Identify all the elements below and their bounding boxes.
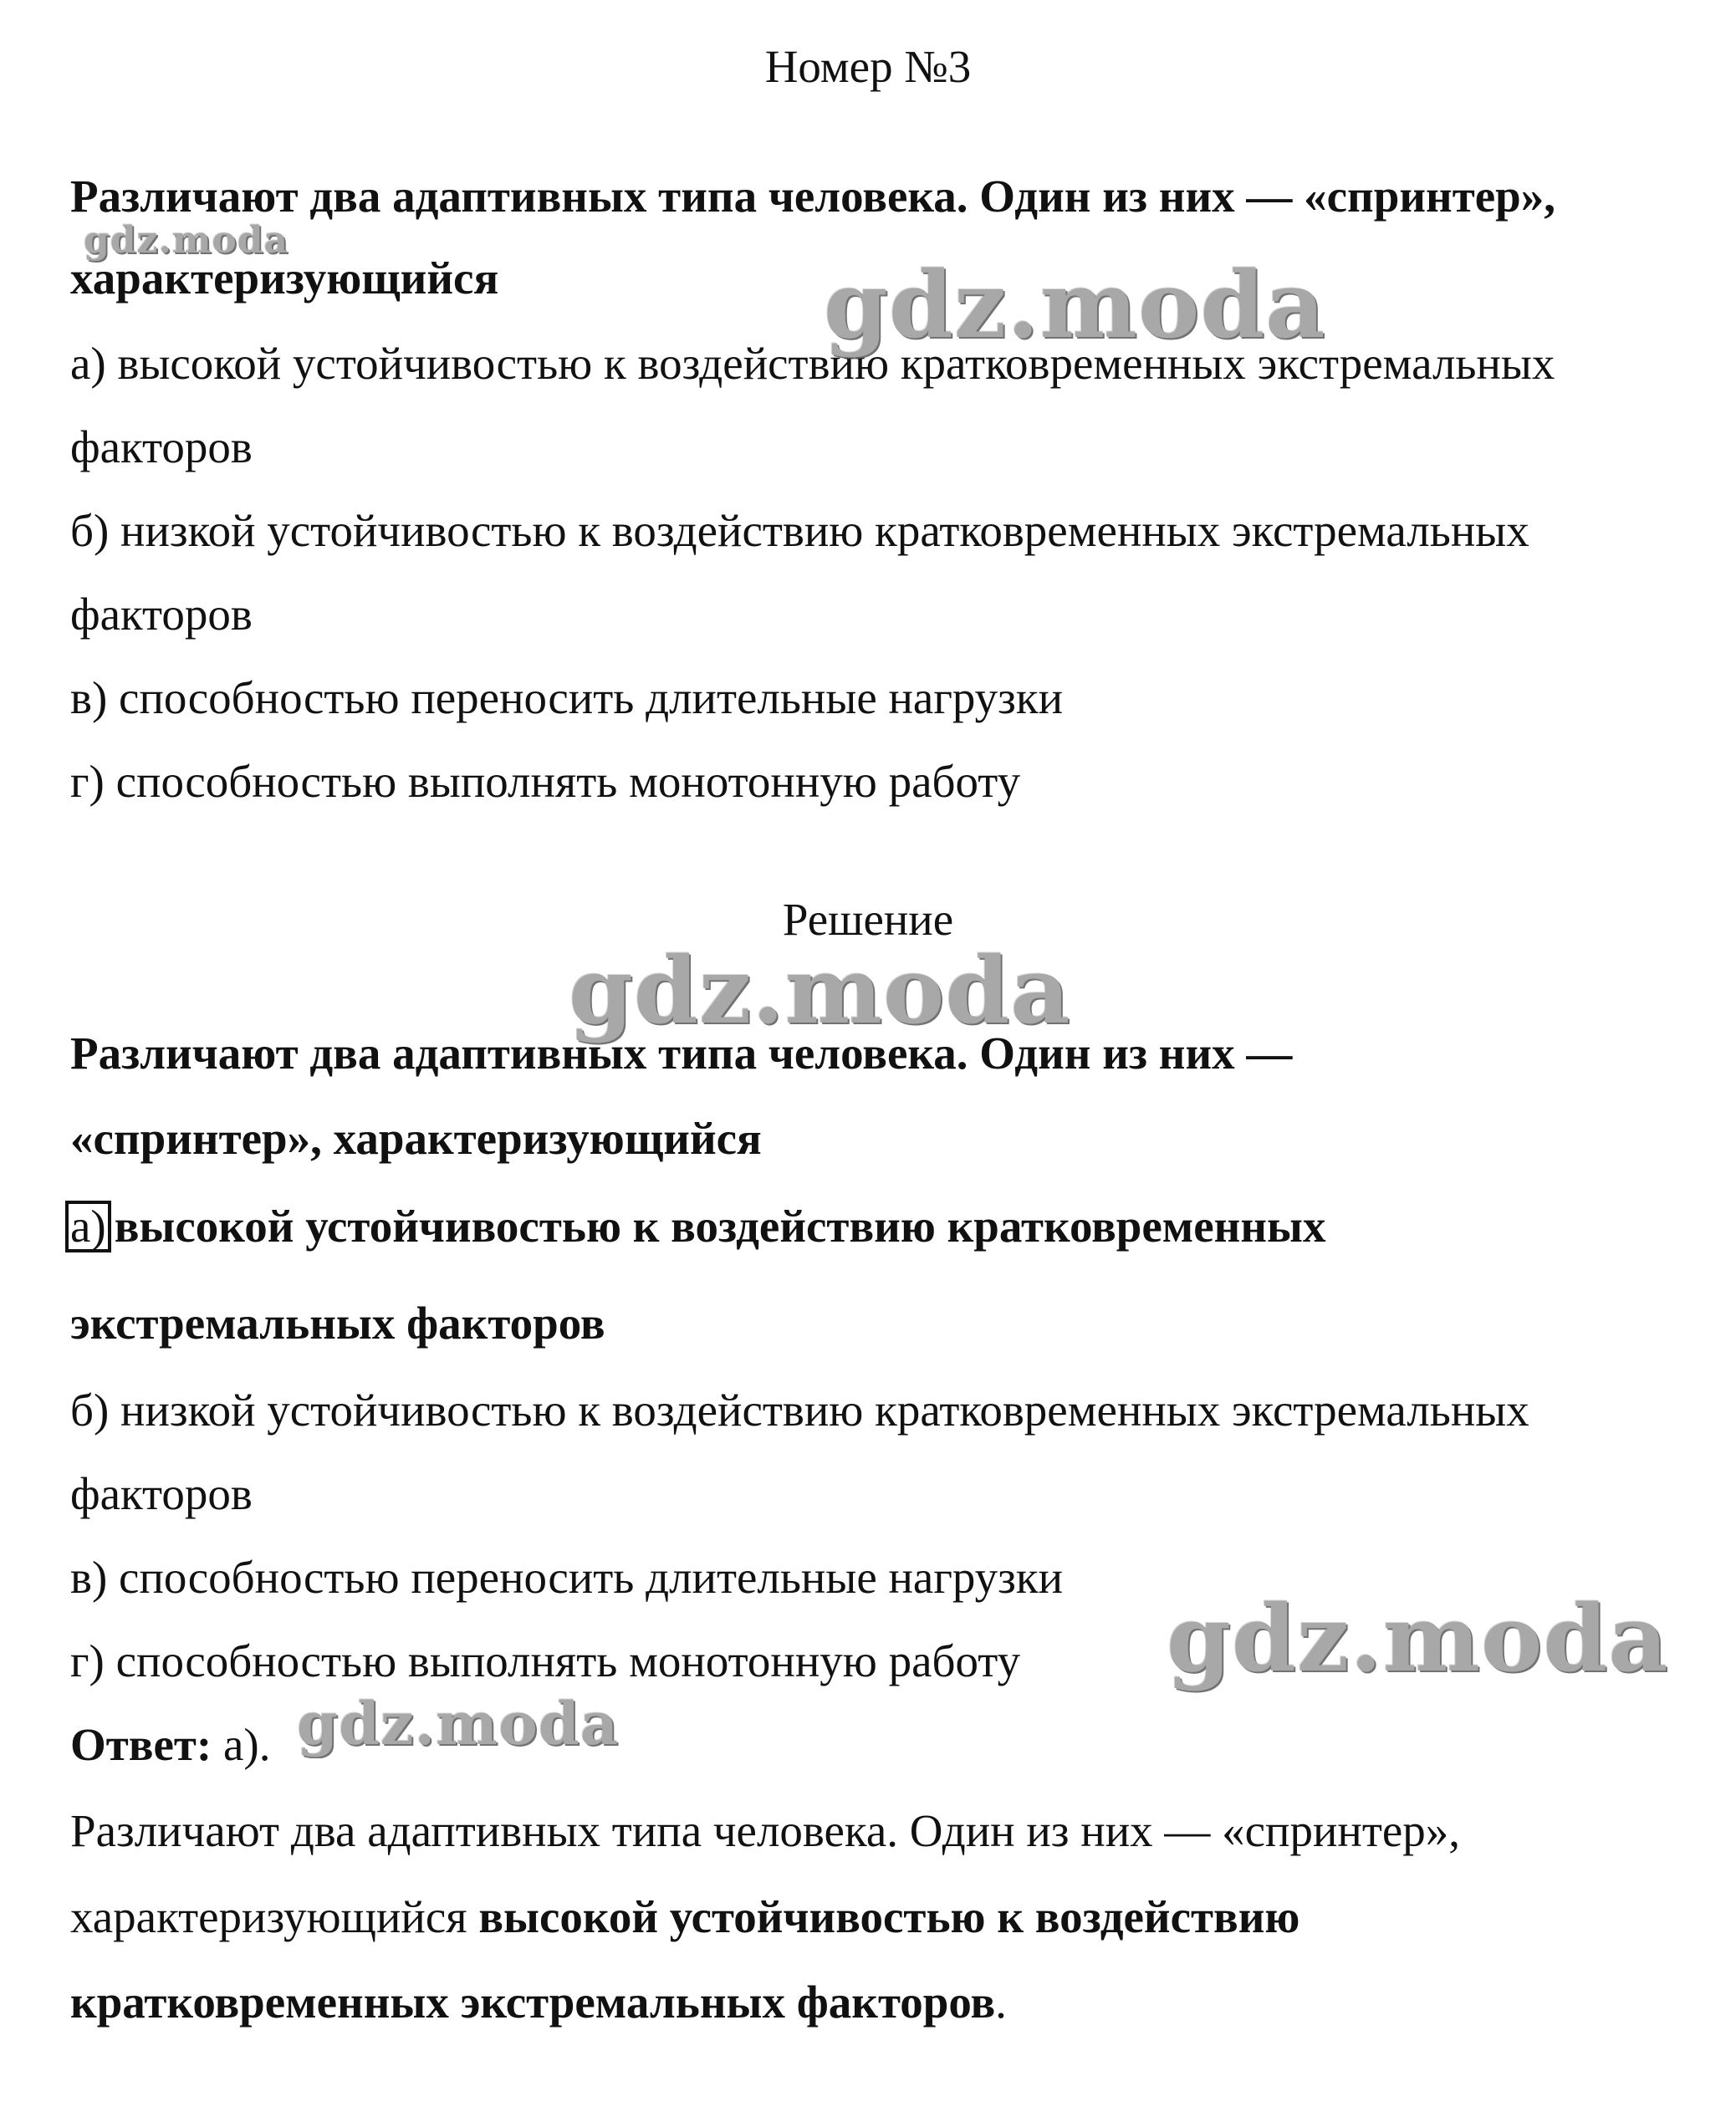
explanation-period: . [995,1977,1007,2028]
watermark: gdz.moda [569,936,1071,1044]
explanation-line-1: Различают два адаптивных типа человека. Один из них — «спринтер», [70,1805,1461,1856]
option-a-line-2: факторов [70,421,253,472]
answer-label: Ответ: [70,1719,212,1770]
explanation-text: характеризующийся [70,1891,479,1942]
watermark: gdz.moda [1167,1584,1669,1692]
watermark: gdz.moda [824,251,1326,359]
solution-option-d: г) способностью выполнять монотонную работу [70,1635,1021,1686]
option-b-line-2: факторов [70,589,253,640]
solution-heading: Решение [782,894,954,945]
option-d: г) способностью выполнять монотонную работу [70,756,1021,807]
question-line-2: характеризующийся [70,253,499,304]
question-line-1: Различают два адаптивных типа человека. Один из них — «спринтер», [70,171,1555,222]
option-c: в) способностью переносить длительные нагрузки [70,672,1064,723]
option-b-line-1: б) низкой устойчивостью к воздействию кратковременных экстремальных [70,505,1529,556]
solution-option-b-line-1: б) низкой устойчивостью к воздействию кратковременных экстремальных [70,1385,1529,1436]
watermark: gdz.moda [84,219,289,262]
explanation-line-2 [70,1888,1299,1946]
answer-value: а). [212,1719,271,1770]
explanation-line-3 [70,1973,1007,2032]
answer-line [70,1716,270,1774]
option-a-line-1: а) высокой устойчивостью к воздействию кратковременных экстремальных [70,338,1555,389]
explanation-bold-text-2: кратковременных экстремальных факторов [70,1977,996,2028]
watermark: gdz.moda [297,1689,620,1758]
selected-option-text: высокой устойчивостью к воздействию кратковременных [114,1201,1326,1252]
selected-option-line-2: экстремальных факторов [70,1298,605,1349]
solution-option-b-line-2: факторов [70,1468,253,1519]
selected-answer-box: а) [65,1201,111,1252]
selected-option-line-1 [70,1197,1325,1256]
solution-option-c: в) способностью переносить длительные нагрузки [70,1552,1064,1603]
solution-question-line-2: «спринтер», характеризующийся [70,1113,762,1164]
page-title: Номер №3 [764,41,972,92]
solution-question-line-1: Различают два адаптивных типа человека. Один из них — [70,1028,1293,1079]
explanation-bold-text: высокой устойчивостью к воздействию [478,1891,1300,1942]
